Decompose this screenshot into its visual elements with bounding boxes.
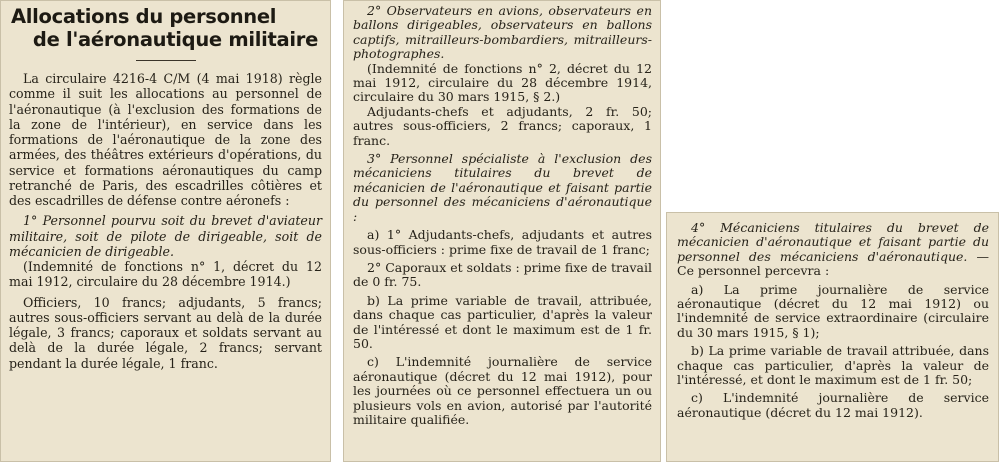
clipping-column-2 (343, 0, 661, 462)
section-3-item-a2: 2° Caporaux et soldats : prime fixe de travail de 0 fr. 75. (353, 259, 652, 290)
section-1-heading (9, 213, 322, 259)
section-1-rates: Officiers, 10 francs; adjudants, 5 francs; autres sous-officiers servant au delà de la durée légale, 3 francs; caporaux et soldats servant au delà de la durée légale, 2 francs; servant pendant la durée légale, 1 franc. (9, 294, 322, 371)
section-4-heading (677, 221, 989, 279)
section-4-heading-text: 4° Mécaniciens titulaires du brevet de mécanicien d'aéronautique et faisant partie du personnel des mécaniciens d'aéronautique. (677, 220, 989, 264)
section-4-item-c: c) L'indemnité journalière de service aéronautique (décret du 12 mai 1912). (677, 390, 989, 420)
section-2-heading (353, 4, 652, 62)
article-title-line-1: Allocations du personnel (11, 5, 277, 28)
section-3-heading (353, 152, 652, 224)
section-2-rates: Adjudants-chefs et adjudants, 2 fr. 50; autres sous-officiers, 2 francs; caporaux, 1 franc. (353, 103, 652, 148)
section-4-lead: — Ce personnel percevra : (677, 248, 989, 279)
section-4-item-b: b) La prime variable de travail attribuée, dans chaque cas particulier, d'après la valeur de l'intéressé, et dont le maximum est de 1 fr. 50; (677, 343, 989, 388)
clipping-column-3 (666, 212, 999, 462)
section-2-heading-text: 2° Observateurs en avions, observateurs en ballons dirigeables, observateurs en ballons captifs, mitrailleurs-bombardiers, mitrailleurs-photographes. (353, 3, 652, 62)
section-1-heading-text: 1° Personnel pourvu soit du brevet d'aviateur militaire, soit de pilote de dirigeable, soit de mécanicien de dirigeable. (9, 213, 322, 259)
section-3-item-b: b) La prime variable de travail, attribuée, dans chaque cas particulier, d'après la valeur de l'intéressé et dont le maximum est de 1 fr. 50. (353, 292, 652, 351)
title-divider (136, 60, 196, 61)
intro-paragraph: La circulaire 4216-4 C/M (4 mai 1918) règle comme il suit les allocations au personnel de l'aéronautique (à l'exclusion des formations de la zone de l'intérieur), en service dans les formations de l'aéronautique de la zone des armées, des théâtres extérieurs d'opérations, du service et formations aéronautiques du camp retranché de Paris, des escadrilles côtières et des escadrilles de défense contre aéronefs : (9, 71, 322, 208)
section-3-item-a1: a) 1° Adjudants-chefs, adjudants et autres sous-officiers : prime fixe de travail de 1 franc; (353, 227, 652, 257)
section-3-heading-text: 3° Personnel spécialiste à l'exclusion des mécaniciens titulaires du brevet de mécanicien de l'aéronautique et faisant partie du personnel des mécaniciens d'aéronautique : (353, 151, 652, 224)
article-title (9, 5, 322, 51)
clipping-column-1 (0, 0, 331, 462)
section-3-item-c: c) L'indemnité journalière de service aéronautique (décret du 12 mai 1912), pour les journées où ce personnel effectuera un ou plusieurs vols en avion, autorisé par l'autorité militaire qualifiée. (353, 354, 652, 427)
section-4-item-a: a) La prime journalière de service aéronautique (décret du 12 mai 1912) ou l'indemnité de service extraordinaire (circulaire du 30 mars 1915, § 1); (677, 281, 989, 340)
section-1-reference: (Indemnité de fonctions n° 1, décret du 12 mai 1912, circulaire du 28 décembre 1914.) (9, 259, 322, 290)
article-title-line-2: de l'aéronautique militaire (32, 28, 318, 51)
section-2-reference: (Indemnité de fonctions n° 2, décret du 12 mai 1912, circulaire du 28 décembre 1914, circulaire du 30 mars 1915, § 2.) (353, 60, 652, 105)
